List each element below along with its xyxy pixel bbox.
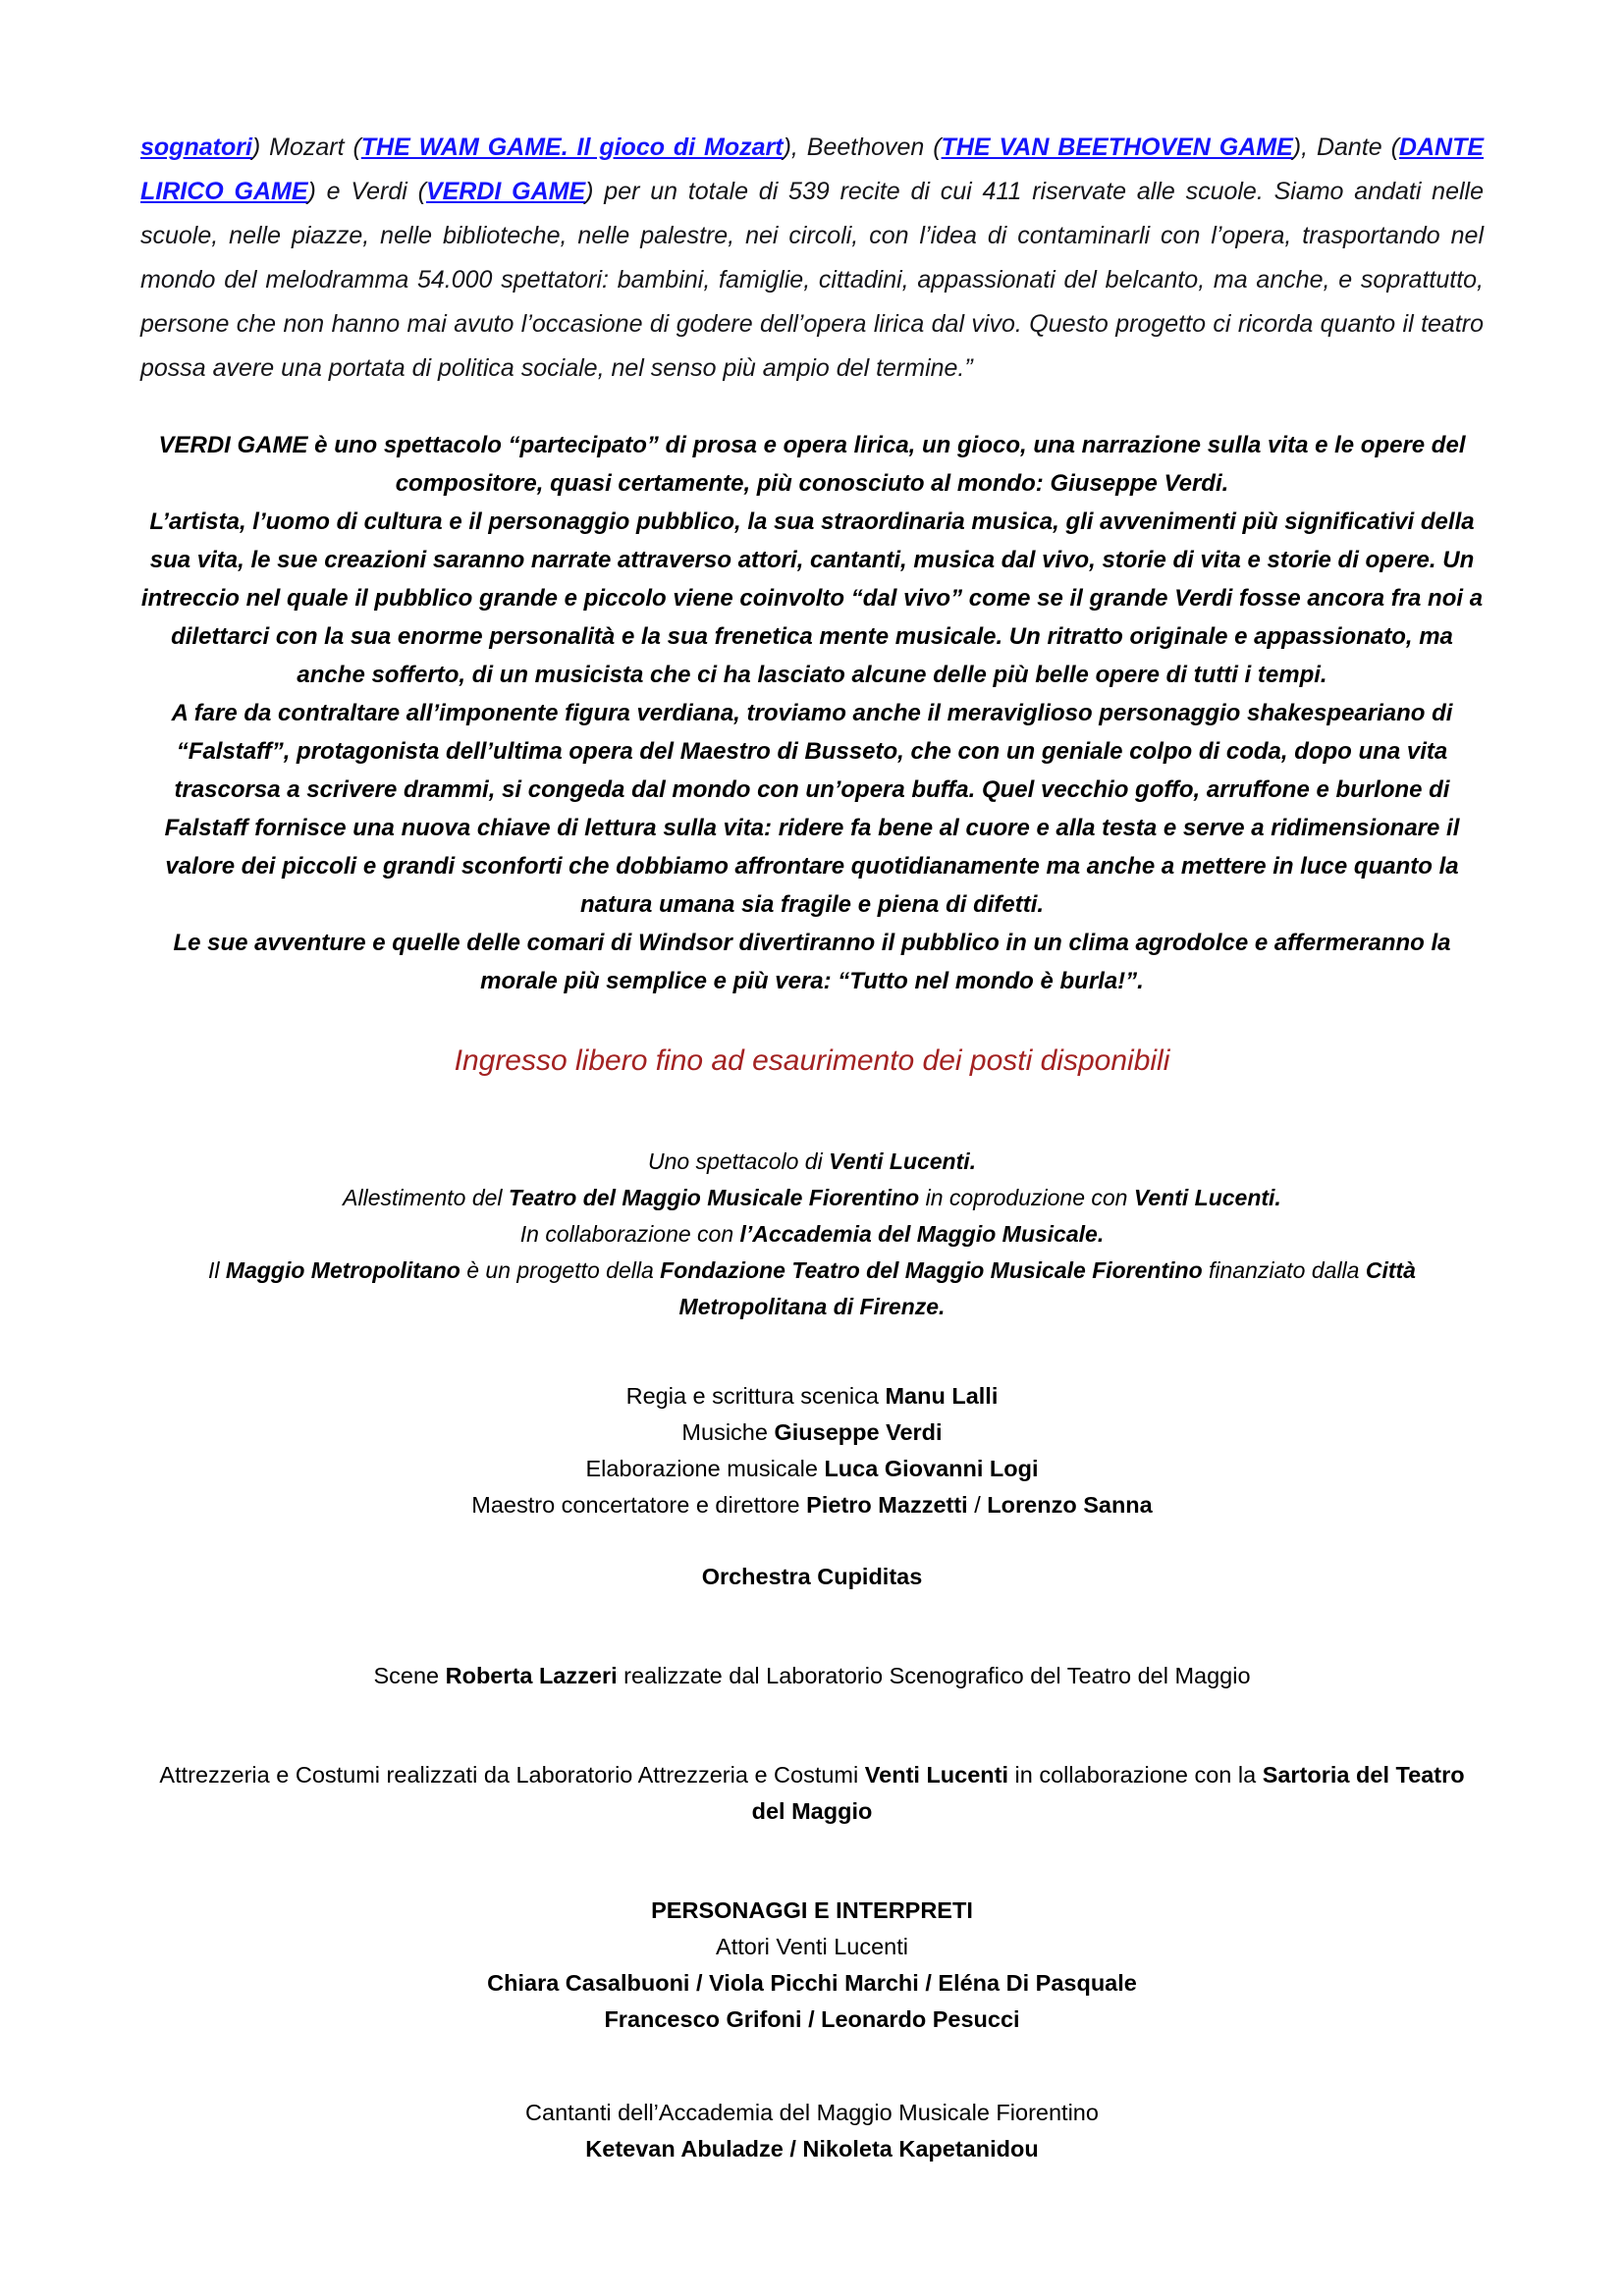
bold-text-run: Giuseppe Verdi [774,1419,943,1445]
text-run: ), Dante ( [1292,133,1399,161]
text-run: Scene [373,1663,446,1688]
bold-text-run: Ketevan Abuladze / Nikoleta Kapetanidou [585,2136,1039,2162]
text-run: Musiche [681,1419,775,1445]
hyperlink[interactable]: sognatori [140,133,252,161]
staff-credits-paragraph [140,1451,1484,1487]
bold-text-run: Fondazione Teatro del Maggio Musicale Fiorentino [660,1257,1203,1283]
hyperlink[interactable]: DANTE LIRICO GAME [140,133,1485,205]
bold-text-run: Manu Lalli [885,1383,999,1409]
bold-text-run: Sartoria del Teatro del Maggio [751,1762,1465,1824]
bold-text-run: Lorenzo Sanna [987,1492,1153,1518]
cast-section-paragraph [140,1893,1484,1929]
production-note-paragraph [140,1180,1484,1216]
text-run: ) Mozart ( [251,133,361,161]
text-run: in coproduzione con [919,1185,1134,1210]
hyperlink[interactable]: VERDI GAME [425,178,586,205]
bold-text-run: Roberta Lazzeri [445,1663,618,1688]
synopsis-paragraph [140,426,1484,503]
bold-text-run: Maggio Metropolitano [225,1257,460,1283]
text-run: ) e Verdi ( [307,178,426,205]
cast-section [140,1893,1484,2038]
cast-section-paragraph [140,1929,1484,1965]
bold-text-run: PERSONAGGI E INTERPRETI [651,1897,973,1923]
text-run: in collaborazione con la [1008,1762,1263,1788]
text-run: Attori Venti Lucenti [716,1934,908,1959]
scene-credit [140,1658,1484,1694]
singers-section-paragraph [140,2131,1484,2167]
orchestra-paragraph [140,1559,1484,1595]
text-run: Il [208,1257,226,1283]
bold-text-run: Chiara Casalbuoni / Viola Picchi Marchi / Eléna Di Pasquale [487,1970,1137,1996]
hyperlink[interactable]: THE WAM GAME. Il gioco di Mozart [360,133,784,161]
bold-text-run: Teatro del Maggio Musicale Fiorentino [508,1185,920,1210]
text-run: Ingresso libero fino ad esaurimento dei posti disponibili [454,1044,1170,1077]
synopsis-paragraph [140,503,1484,694]
text-run: Regia e scrittura scenica [625,1383,886,1409]
text-run: VERDI GAME è uno spettacolo “partecipato” di prosa e opera lirica, un gioco, una narrazione sulla vita e le opere del compositore, quasi certamente, più conosciuto al mondo: Giuseppe Verdi. [158,432,1466,497]
production-note-paragraph [140,1216,1484,1253]
text-run: ), Beethoven ( [783,133,942,161]
staff-credits-paragraph [140,1487,1484,1523]
hyperlink[interactable]: THE VAN BEETHOVEN GAME [941,133,1293,161]
text-run: A fare da contraltare all’imponente figura verdiana, troviamo anche il meraviglioso personaggio shakespeariano di “Falstaff”, protagonista dell’ultima opera del Maestro di Busseto, che con un geniale colpo di coda, dopo una vita trascorsa a scrivere drammi, si congeda dal mondo con un’opera buffa. Quel vecchio goffo, arruffone e burlone di Falstaff fornisce una nuova chiave di lettura sulla vita: ridere fa bene al cuore e alla testa e serve a ridimensionare il valore dei piccoli e grandi sconforti che dobbiamo affrontare quotidianamente ma anche a mettere in luce quanto la natura umana sia fragile e piena di difetti. [164,700,1460,918]
orchestra [140,1559,1484,1595]
staff-credits [140,1378,1484,1523]
bold-text-run: Francesco Grifoni / Leonardo Pesucci [604,2006,1020,2032]
text-run: Maestro concertatore e direttore [471,1492,807,1518]
text-run: L’artista, l’uomo di cultura e il personaggio pubblico, la sua straordinaria musica, gli avvenimenti più significativi della sua vita, le sue creazioni saranno narrate attraverso attori, cantanti, musica dal vivo, storie di vita e storie di opere. Un intreccio nel quale il pubblico grande e piccolo viene coinvolto “dal vivo” come se il grande Verdi fosse ancora fra noi a dilettarci con la sua enorme personalità e la sua frenetica mente musicale. Un ritratto originale e appassionato, ma anche sofferto, di un musicista che ci ha lasciato alcune delle più belle opere di tutti i tempi. [140,508,1484,688]
singers-section [140,2095,1484,2167]
singers-section-paragraph [140,2095,1484,2131]
text-run: Uno spettacolo di [647,1148,830,1174]
cast-section-paragraph [140,2002,1484,2038]
bold-text-run: Città Metropolitana di Firenze. [678,1257,1416,1319]
production-note [140,1144,1484,1325]
bold-text-run: Luca Giovanni Logi [824,1456,1039,1481]
text-run: / [967,1492,988,1518]
staff-credits-paragraph [140,1378,1484,1415]
text-run: ) per un totale di 539 recite di cui 411 riservate alle scuole. Siamo andati nelle scuole, nelle piazze, nelle biblioteche, nelle palestre, nei circoli, con l’idea di contaminarli con l’opera, trasportando nel mondo del melodramma 54.000 spettatori: bambini, famiglie, cittadini, appassionati del belcanto, ma anche, e soprattutto, persone che non hanno mai avuto l’occasione di godere dell’opera lirica dal vivo. Questo progetto ci ricorda quanto il teatro possa avere una portata di politica sociale, nel senso più ampio del termine.” [140,178,1484,382]
costumes-credit [140,1757,1484,1830]
intro-paragraph [140,126,1484,391]
intro-paragraph-paragraph [140,126,1484,391]
text-run: è un progetto della [460,1257,661,1283]
text-run: Allestimento del [343,1185,509,1210]
synopsis-paragraph [140,694,1484,924]
costumes-credit-paragraph [140,1757,1484,1830]
cast-section-paragraph [140,1965,1484,2002]
free-entry-heading-paragraph [140,1040,1484,1083]
text-run: Attrezzeria e Costumi realizzati da Laboratorio Attrezzeria e Costumi [159,1762,865,1788]
document-body [140,126,1484,2167]
text-run: Le sue avventure e quelle delle comari di Windsor divertiranno il pubblico in un clima agrodolce e affermeranno la morale più semplice e più vera: “Tutto nel mondo è burla!”. [173,930,1451,994]
bold-text-run: l’Accademia del Maggio Musicale. [739,1221,1105,1247]
scene-credit-paragraph [140,1658,1484,1694]
bold-text-run: Venti Lucenti. [1133,1185,1281,1210]
bold-text-run: Venti Lucenti. [829,1148,977,1174]
free-entry-heading [140,1040,1484,1083]
bold-text-run: Venti Lucenti [864,1762,1009,1788]
staff-credits-paragraph [140,1415,1484,1451]
production-note-paragraph [140,1144,1484,1180]
bold-text-run: Pietro Mazzetti [806,1492,968,1518]
text-run: finanziato dalla [1202,1257,1366,1283]
text-run: Elaborazione musicale [585,1456,825,1481]
text-run: Cantanti dell’Accademia del Maggio Musicale Fiorentino [525,2100,1099,2125]
text-run: In collaborazione con [519,1221,740,1247]
production-note-paragraph [140,1253,1484,1325]
synopsis-paragraph [140,924,1484,1000]
bold-text-run: Orchestra Cupiditas [701,1564,923,1589]
synopsis [140,426,1484,1000]
text-run: realizzate dal Laboratorio Scenografico del Teatro del Maggio [617,1663,1251,1688]
